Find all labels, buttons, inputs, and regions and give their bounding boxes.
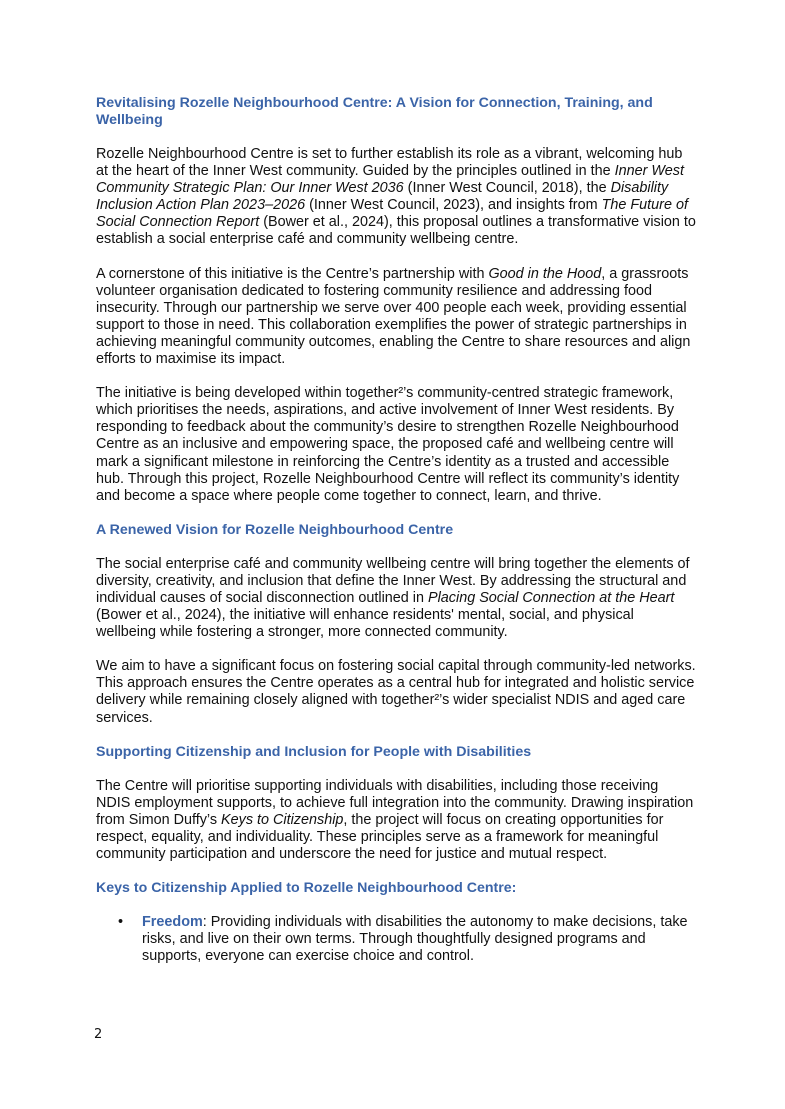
heading-keys: Keys to Citizenship Applied to Rozelle Neighbourhood Centre: [96, 880, 517, 897]
text-run: (Bower et al., 2024), this proposal outlines a transformative vision to establish a social enterprise café and community wellbeing centre. [96, 214, 696, 248]
paragraph-citizenship [96, 778, 696, 863]
italic-title: Keys to Citizenship [221, 811, 344, 828]
italic-title: Placing Social Connection at the Heart [428, 589, 675, 606]
paragraph-social-capital: We aim to have a significant focus on fostering social capital through community-led networks. This approach ensures the Centre operates as a central hub for integrated and holistic service delivery while remaining closely aligned with together²’s wider specialist NDIS and aged care services. [96, 658, 696, 726]
text-run: (Bower et al., 2024), the initiative will enhance residents' mental, social, and physical wellbeing while fostering a stronger, more connected community. [96, 607, 634, 641]
page-number: 2 [94, 1027, 103, 1042]
list-item [96, 914, 696, 965]
text-run: , a grassroots volunteer organisation dedicated to fostering community resilience and addressing food insecurity. Through our partnership we serve over 400 people each week, providing essential support to those in need. This collaboration exemplifies the power of strategic partnerships in achieving meaningful community outcomes, enabling the Centre to share resources and align efforts to maximise its impact. [96, 265, 691, 368]
heading-vision: A Renewed Vision for Rozelle Neighbourhood Centre [96, 521, 454, 538]
text-run: (Inner West Council, 2023), and insights from [305, 197, 602, 214]
italic-title: The Future of Social Connection Report [96, 197, 688, 231]
keys-list [96, 914, 696, 965]
text-run: The social enterprise café and community wellbeing centre will bring together the elements of diversity, creativity, and inclusion that define the Inner West. By addressing the structural and individual causes of social disconnection outlined in [96, 555, 690, 606]
bullet-icon: • [118, 914, 124, 931]
paragraph-partnership [96, 266, 696, 369]
italic-title: Disability Inclusion Action Plan 2023–2026 [96, 180, 669, 214]
italic-title: Inner West Community Strategic Plan: Our Inner West 2036 [96, 163, 684, 197]
document-page [96, 95, 696, 965]
text-run: Rozelle Neighbourhood Centre is set to further establish its role as a vibrant, welcoming hub at the heart of the Inner West community. Guided by the principles outlined in the [96, 146, 683, 180]
paragraph-intro [96, 146, 696, 249]
key-label: Freedom [142, 914, 203, 931]
paragraph-framework: The initiative is being developed within together²’s community-centred strategic framework, which prioritises the needs, aspirations, and active involvement of Inner West residents. By responding to feedback about the community’s desire to strengthen Rozelle Neighbourhood Centre as an inclusive and empowering space, the proposed café and wellbeing centre will mark a significant milestone in reinforcing the Centre’s identity as a trusted and accessible hub. Through this project, Rozelle Neighbourhood Centre will reflect its community’s identity and become a space where people come together to connect, learn, and thrive. [96, 385, 680, 504]
key-text: : Providing individuals with disabilities the autonomy to make decisions, take risks, and live on their own terms. Through thoughtfully designed programs and supports, everyone can exercise choice and control. [142, 914, 688, 965]
italic-title: Good in the Hood [488, 265, 602, 282]
heading-citizenship: Supporting Citizenship and Inclusion for People with Disabilities [96, 743, 532, 760]
text-run: (Inner West Council, 2018), the [403, 180, 611, 197]
text-run: , the project will focus on creating opportunities for respect, equality, and individuality. These principles serve as a framework for meaningful community participation and underscore the need for justice and mutual respect. [96, 811, 664, 862]
text-run: A cornerstone of this initiative is the Centre’s partnership with [96, 265, 489, 282]
paragraph-vision [96, 556, 696, 641]
text-run: The Centre will prioritise supporting individuals with disabilities, including those receiving NDIS employment supports, to achieve full integration into the community. Drawing inspiration from Simon Duffy’s [96, 777, 694, 828]
heading-main: Revitalising Rozelle Neighbourhood Centre: A Vision for Connection, Training, and Wellbeing [96, 95, 653, 128]
